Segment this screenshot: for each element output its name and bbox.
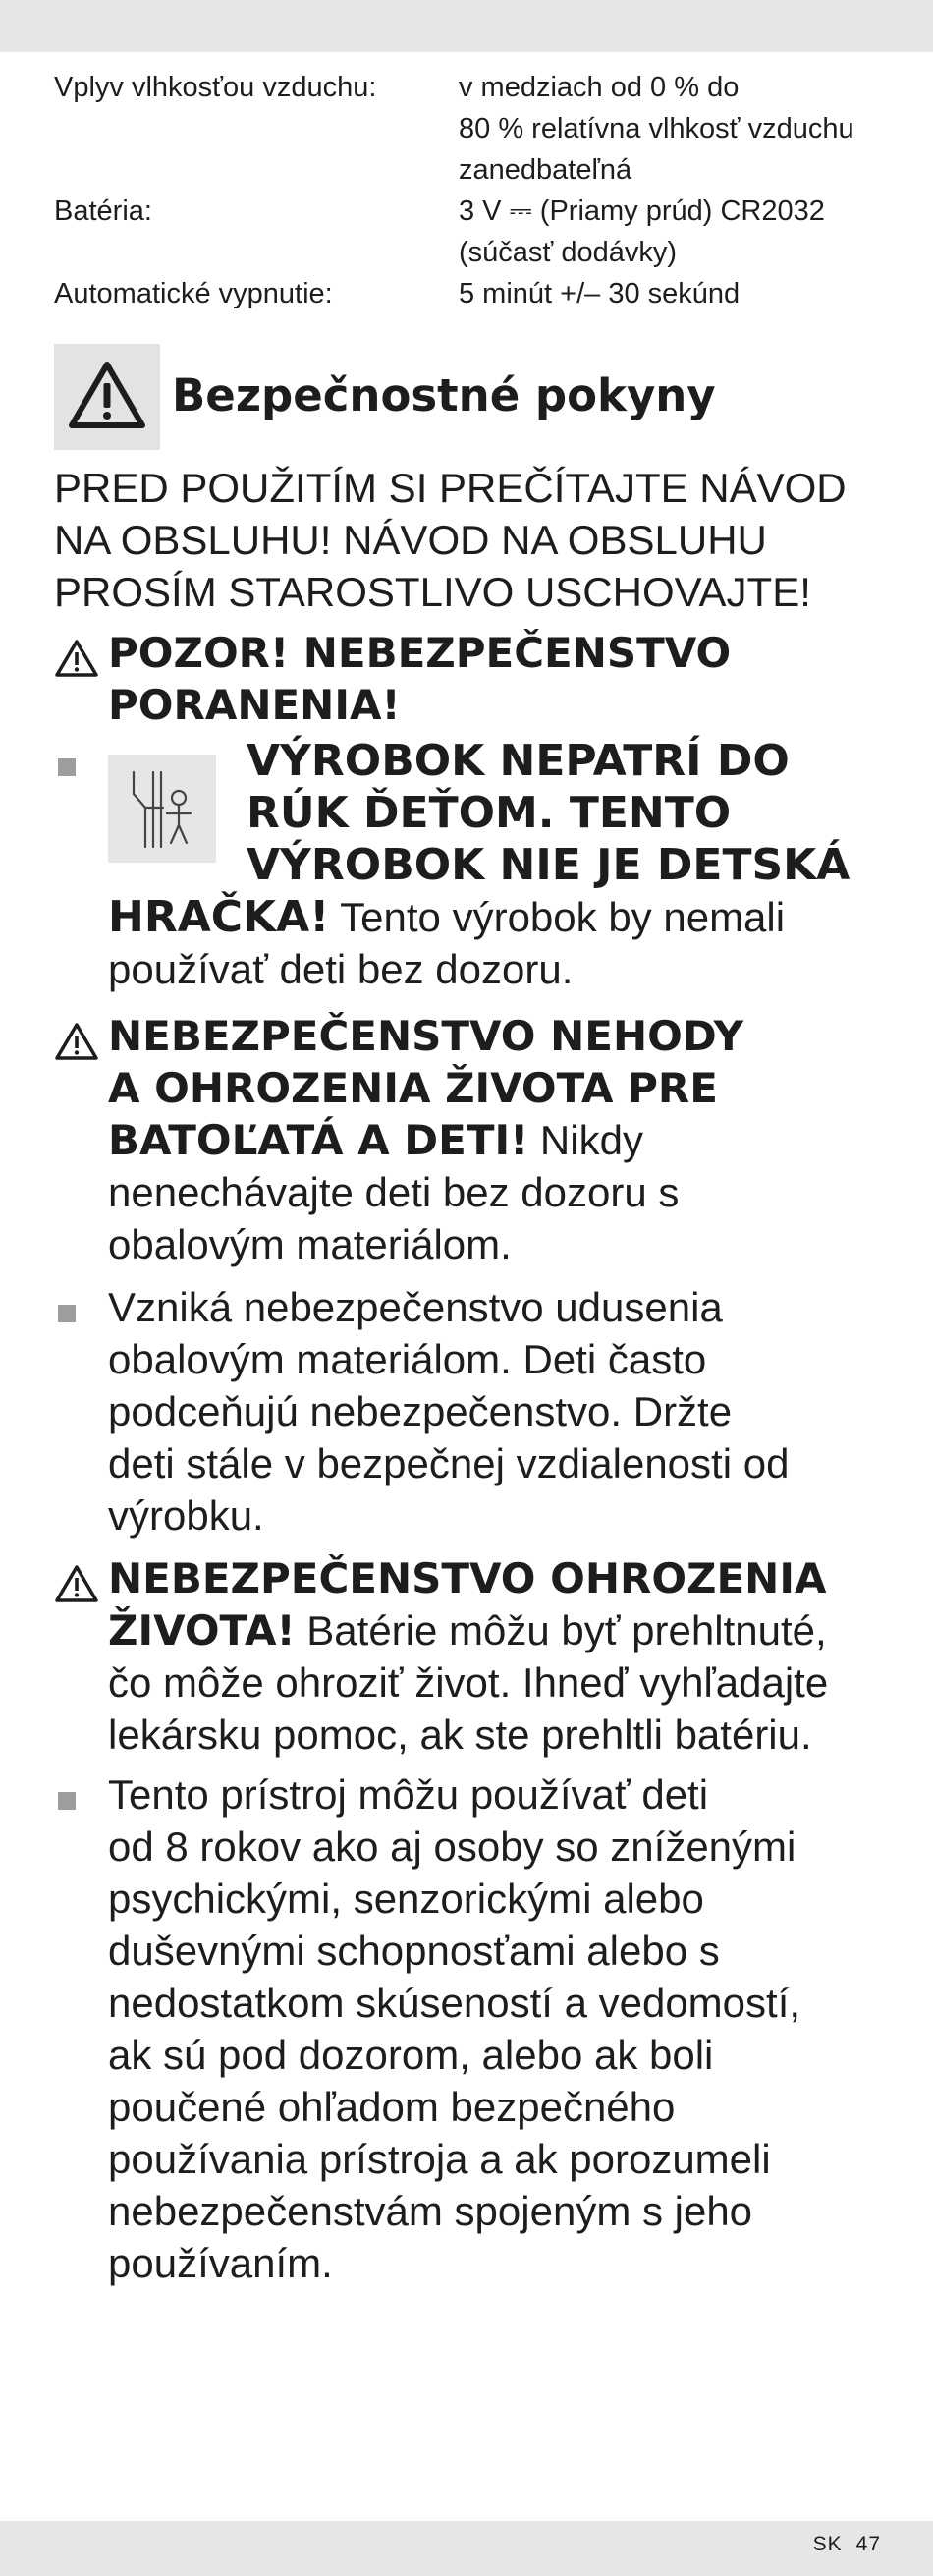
bold-text: BATOĽATÁ A DETI! [108,1116,529,1164]
warning-injury [54,627,908,731]
warning-mixed-line [108,1114,908,1166]
warning-line: lekársku pomoc, ak ste prehltli batériu. [108,1711,812,1758]
bullet-usage-restrictions [54,1768,908,2289]
bullet-square-icon [58,1305,76,1322]
bullet-line: deti stále v bezpečnej vzdialenosti od [108,1440,790,1486]
warning-line: nenechávajte deti bez dozoru s [108,1169,680,1215]
spec-value-line: 3 V ⎓ (Priamy prúd) CR2032 [459,196,825,227]
child-warning-icon [108,755,216,863]
warning-line: čo môže ohroziť život. Ihneď vyhľadajte [108,1659,829,1706]
bullet-line: nedostatkom skúseností a vedomostí, [108,1980,801,2026]
regular-text: Tento výrobok by nemali [329,894,786,940]
warning-triangle-icon [54,639,99,678]
bullet-child-warning [54,735,908,995]
warning-accident-children [54,1010,908,1270]
page-footer [813,2533,881,2556]
bullet-line: výrobku. [108,1492,264,1539]
bold-text: HRAČKA! [108,892,330,942]
child-warning-line: používať deti bez dozoru. [108,946,574,992]
regular-text: Nikdy [528,1117,643,1163]
warning-line: NEBEZPEČENSTVO NEHODY [108,1012,744,1060]
warning-mixed-line [108,1604,908,1656]
spec-value [459,67,889,191]
spec-value-line: zanedbateľná [459,154,632,186]
warning-triangle-icon [54,1022,99,1061]
bullet-line: od 8 rokov ako aj osoby so zníženými [108,1823,796,1870]
top-band [0,0,933,52]
warning-triangle-icon [54,1564,99,1603]
warning-battery [54,1552,908,1761]
bullet-line: psychickými, senzorickými alebo [108,1876,704,1922]
warning-line: obalovým materiálom. [108,1221,512,1267]
section-header [54,344,899,452]
spec-value [459,273,889,314]
bullet-line: používania prístroja a ak porozumeli [108,2136,771,2182]
section-title: Bezpečnostné pokyny [172,369,716,421]
child-warning-line: RÚK ĎEŤOM. TENTO [247,788,732,838]
footer-language: SK [812,2533,843,2555]
bullet-suffocation [54,1281,908,1541]
child-warning-line: VÝROBOK NEPATRÍ DO [247,736,790,786]
spec-value-line: v medziach od 0 % do [459,72,740,103]
footer-band [0,2521,933,2576]
bullet-line: Tento prístroj môžu používať deti [108,1771,709,1818]
warning-line: POZOR! NEBEZPEČENSTVO [108,629,732,677]
spec-row-humidity [54,67,889,191]
spec-label: Automatické vypnutie: [54,278,333,309]
bullet-square-icon [58,1792,76,1810]
spec-value-line: 80 % relatívna vlhkosť vzduchu [459,113,854,144]
spec-row-auto-off [54,273,889,314]
spec-value [459,191,889,273]
intro-line: NA OBSLUHU! NÁVOD NA OBSLUHU [54,517,767,563]
warning-line: PORANENIA! [108,681,401,729]
page-number: 47 [855,2533,881,2555]
spec-label: Batéria: [54,196,152,227]
intro-line: PRED POUŽITÍM SI PREČÍTAJTE NÁVOD [54,465,847,511]
bullet-line: duševnými schopnosťami alebo s [108,1928,720,1974]
spec-value-line: 5 minút +/– 30 sekúnd [459,278,741,309]
bullet-line: obalovým materiálom. Deti často [108,1336,707,1382]
spec-label: Vplyv vlhkosťou vzduchu: [54,72,377,103]
bullet-line: Vzniká nebezpečenstvo udusenia [108,1284,723,1330]
spec-row-battery [54,191,889,273]
warning-triangle-icon [54,344,160,450]
bullet-line: podceňujú nebezpečenstvo. Držte [108,1388,733,1434]
bullet-line: ak sú pod dozorom, alebo ak boli [108,2032,714,2078]
warning-line: NEBEZPEČENSTVO OHROZENIA [108,1554,827,1602]
intro-line: PROSÍM STAROSTLIVO USCHOVAJTE! [54,569,811,615]
bullet-line: nebezpečenstvám spojeným s jeho [108,2188,753,2234]
bullet-line: poučené ohľadom bezpečného [108,2084,676,2130]
spec-value-line: (súčasť dodávky) [459,237,678,268]
child-warning-mixed-line [108,891,908,943]
bold-text: ŽIVOTA! [108,1606,296,1654]
intro-notice [54,462,899,618]
specs-table [54,67,889,314]
child-warning-line: VÝROBOK NIE JE DETSKÁ [247,840,851,890]
bullet-square-icon [58,758,76,776]
warning-line: A OHROZENIA ŽIVOTA PRE [108,1064,718,1112]
regular-text: Batérie môžu byť prehltnuté, [295,1607,827,1653]
bullet-line: používaním. [108,2240,333,2286]
